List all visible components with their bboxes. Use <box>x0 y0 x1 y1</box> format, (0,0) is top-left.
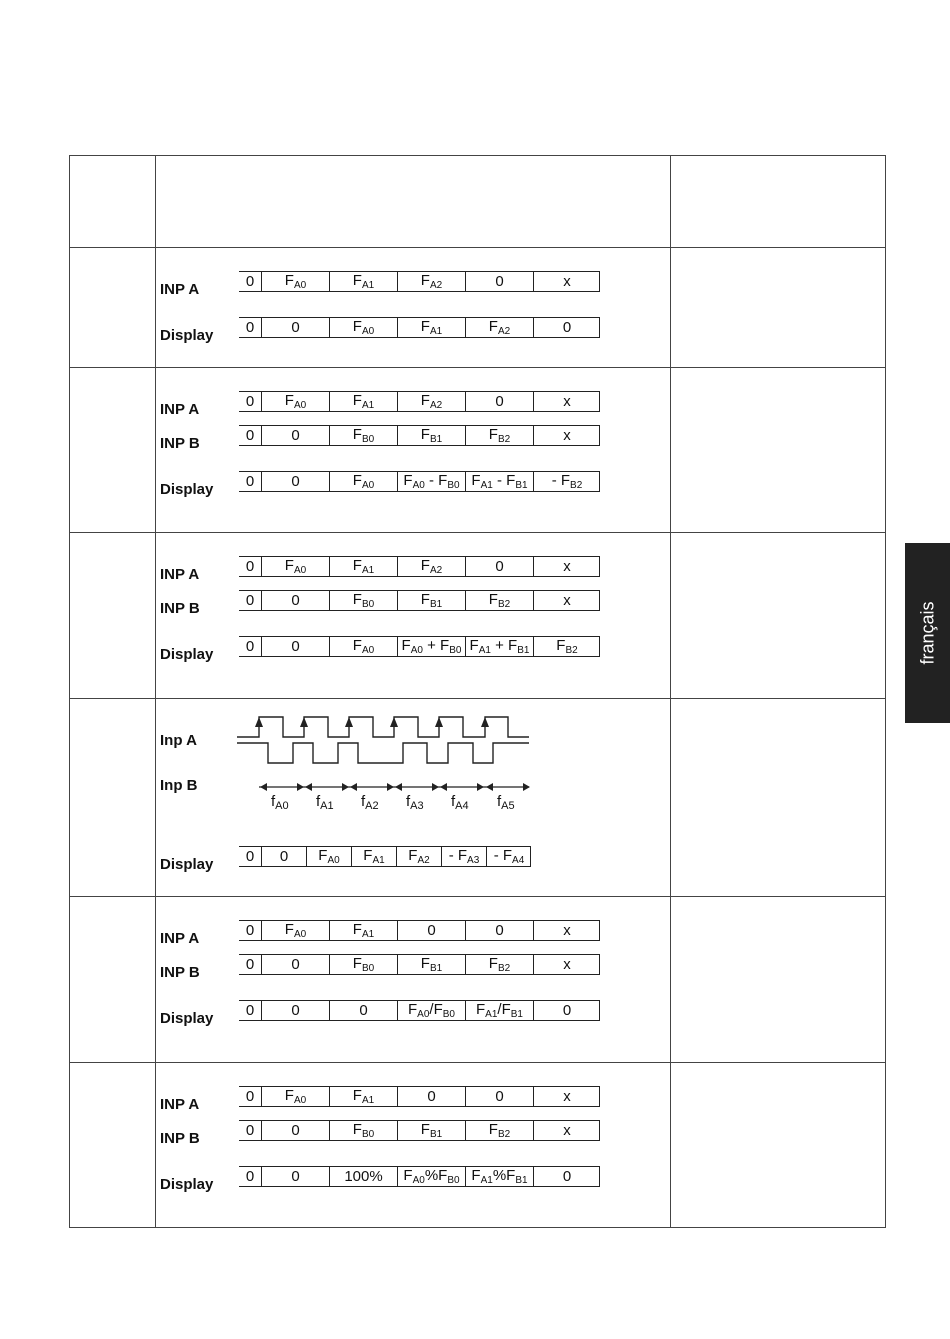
sequence-cell: x <box>533 1087 600 1106</box>
sequence-cell: x <box>533 921 600 940</box>
sequence-cell: $F_{A0}$ <box>261 557 329 576</box>
sequence-cell: x <box>533 955 600 974</box>
rising-edge-arrow-icon <box>255 717 263 727</box>
sequence-cell: - $F_{A3}$ <box>441 847 486 866</box>
sequence-cell: 0 <box>533 318 600 337</box>
sequence-cell: $F_{B1}$ <box>397 591 465 610</box>
sequence-cell: 0 <box>465 272 533 291</box>
sequence-cell: 0 <box>261 426 329 445</box>
sequence-cell: 0 <box>261 637 329 656</box>
sequence-cell: $F_{A1}$ <box>329 392 397 411</box>
sequence-cell: $F_{A0}$ <box>329 318 397 337</box>
sequence-cell: 0 <box>245 427 255 444</box>
sequence-cell: 0 <box>245 393 255 410</box>
sequence-cell: 0 <box>245 558 255 575</box>
rising-edge-arrow-icon <box>345 717 353 727</box>
sequence-cell: $F_{B2}$ <box>465 955 533 974</box>
sequence-cell: x <box>533 1121 600 1140</box>
sequence-cell: $F_{A1}\%F_{B1}$ <box>465 1167 533 1186</box>
sequence-cell: $F_{B2}$ <box>465 426 533 445</box>
sequence-cell: 0 <box>261 1167 329 1186</box>
sequence-cell: $F_{A1} - F_{B1}$ <box>465 472 533 491</box>
sequence-cell: $F_{A2}$ <box>465 318 533 337</box>
sequence-cell: $F_{A0}/F_{B0}$ <box>397 1001 465 1020</box>
sequence-cell: 0 <box>533 1001 600 1020</box>
sequence-cell: $F_{B1}$ <box>397 955 465 974</box>
sequence-cell: 0 <box>465 1087 533 1106</box>
sequence-cell: $F_{A0}$ <box>261 272 329 291</box>
sequence-cell: $F_{A0}$ <box>261 392 329 411</box>
sequence-cell: $F_{A0}$ <box>329 472 397 491</box>
sequence-cell: x <box>533 392 600 411</box>
signal-label-display: Display <box>160 481 214 498</box>
sequence-cell: x <box>533 591 600 610</box>
interval-start-arrow-icon <box>260 783 267 791</box>
signal-label-inp-a: Inp A <box>160 732 197 749</box>
value-sequence <box>239 1166 600 1187</box>
signal-label-inp-b: Inp B <box>160 777 198 794</box>
interval-start-arrow-icon <box>350 783 357 791</box>
value-sequence <box>239 920 600 941</box>
value-sequence <box>239 391 600 412</box>
value-sequence <box>239 1120 600 1141</box>
signal-label-inp-b: INP B <box>160 435 200 452</box>
sequence-cell: $F_{A2}$ <box>397 557 465 576</box>
sequence-cell: 0 <box>533 1167 600 1186</box>
sequence-cell: $F_{A1}$ <box>351 847 396 866</box>
sequence-cell: 0 <box>245 1002 255 1019</box>
sequence-cell: $F_{A0} + F_{B0}$ <box>397 637 465 656</box>
sequence-cell: x <box>533 557 600 576</box>
interval-end-arrow-icon <box>387 783 394 791</box>
value-sequence <box>239 1000 600 1021</box>
sequence-cell: 0 <box>245 1168 255 1185</box>
sequence-cell: $F_{A1}/F_{B1}$ <box>465 1001 533 1020</box>
rising-edge-arrow-icon <box>390 717 398 727</box>
sequence-cell: 0 <box>261 1001 329 1020</box>
interval-label: $f_{A4}$ <box>451 793 469 812</box>
sequence-cell: $F_{B2}$ <box>465 591 533 610</box>
signal-label-inp-b: INP B <box>160 964 200 981</box>
sequence-cell: $F_{A0} - F_{B0}$ <box>397 472 465 491</box>
sequence-cell: 0 <box>465 921 533 940</box>
signal-label-inp-b: INP B <box>160 600 200 617</box>
interval-end-arrow-icon <box>297 783 304 791</box>
sequence-cell: x <box>533 272 600 291</box>
value-sequence <box>239 556 600 577</box>
sequence-cell: 0 <box>465 392 533 411</box>
interval-start-arrow-icon <box>395 783 402 791</box>
sequence-cell: $F_{A0}$ <box>261 1087 329 1106</box>
sequence-cell: $F_{A2}$ <box>396 847 441 866</box>
sequence-cell: - $F_{B2}$ <box>533 472 600 491</box>
row-hold-display <box>69 247 886 367</box>
sequence-cell: 0 <box>261 318 329 337</box>
sequence-cell: 100% <box>329 1167 397 1186</box>
sequence-cell: $F_{A0}$ <box>261 921 329 940</box>
signal-label-display: Display <box>160 646 214 663</box>
interval-label: $f_{A0}$ <box>271 793 289 812</box>
sequence-cell: $F_{A2}$ <box>397 392 465 411</box>
sequence-cell: $F_{B0}$ <box>329 1121 397 1140</box>
sequence-cell: 0 <box>245 848 255 865</box>
sequence-cell: $F_{A1}$ <box>397 318 465 337</box>
row-sum <box>69 532 886 698</box>
sequence-cell: 0 <box>261 955 329 974</box>
sequence-cell: $F_{A0}\%F_{B0}$ <box>397 1167 465 1186</box>
sequence-cell: x <box>533 426 600 445</box>
interval-label: $f_{A2}$ <box>361 793 379 812</box>
sequence-cell: $F_{A0}$ <box>329 637 397 656</box>
signal-label-inp-a: INP A <box>160 930 200 947</box>
sequence-cell: 0 <box>397 921 465 940</box>
value-sequence <box>239 471 600 492</box>
sequence-cell: 0 <box>261 472 329 491</box>
interval-start-arrow-icon <box>305 783 312 791</box>
sequence-cell: 0 <box>261 591 329 610</box>
sequence-cell: 0 <box>261 847 306 866</box>
sequence-cell: 0 <box>245 592 255 609</box>
inp-b-waveform <box>237 743 529 763</box>
sequence-cell: $F_{A1}$ <box>329 272 397 291</box>
sequence-cell: $F_{B2}$ <box>465 1121 533 1140</box>
value-sequence <box>239 590 600 611</box>
signal-label-inp-a: INP A <box>160 566 200 583</box>
interval-label: $f_{A1}$ <box>316 793 334 812</box>
sequence-cell: $F_{B1}$ <box>397 426 465 445</box>
sequence-cell: 0 <box>245 319 255 336</box>
sequence-cell: 0 <box>245 638 255 655</box>
interval-end-arrow-icon <box>477 783 484 791</box>
signal-label-inp-a: INP A <box>160 281 200 298</box>
row-difference <box>69 367 886 532</box>
signal-label-display: Display <box>160 856 214 873</box>
value-sequence <box>239 846 531 867</box>
value-sequence <box>239 317 600 338</box>
interval-end-arrow-icon <box>523 783 530 791</box>
sequence-cell: 0 <box>245 1122 255 1139</box>
language-tab[interactable] <box>905 543 950 723</box>
signal-label-inp-a: INP A <box>160 401 200 418</box>
sequence-cell: $F_{A1}$ <box>329 1087 397 1106</box>
interval-start-arrow-icon <box>486 783 493 791</box>
interval-start-arrow-icon <box>440 783 447 791</box>
rising-edge-arrow-icon <box>300 717 308 727</box>
interval-end-arrow-icon <box>342 783 349 791</box>
timing-diagram <box>237 713 537 833</box>
sequence-cell: 0 <box>397 1087 465 1106</box>
row-direction <box>69 698 886 896</box>
sequence-cell: 0 <box>465 557 533 576</box>
sequence-cell: 0 <box>261 1121 329 1140</box>
sequence-cell: 0 <box>245 273 255 290</box>
signal-label-display: Display <box>160 1176 214 1193</box>
value-sequence <box>239 954 600 975</box>
interval-label: $f_{A5}$ <box>497 793 515 812</box>
value-sequence <box>239 636 600 657</box>
row-ratio <box>69 896 886 1062</box>
value-sequence <box>239 1086 600 1107</box>
interval-label: $f_{A3}$ <box>406 793 424 812</box>
signal-label-display: Display <box>160 1010 214 1027</box>
signal-label-inp-a: INP A <box>160 1096 200 1113</box>
rising-edge-arrow-icon <box>481 717 489 727</box>
language-tab-label: français <box>917 601 937 665</box>
function-table <box>69 155 886 1228</box>
row-percent <box>69 1062 886 1227</box>
sequence-cell: $F_{B2}$ <box>533 637 600 656</box>
value-sequence <box>239 425 600 446</box>
sequence-cell: $F_{A0}$ <box>306 847 351 866</box>
signal-label-display: Display <box>160 327 214 344</box>
sequence-cell: 0 <box>245 956 255 973</box>
sequence-cell: $F_{A1} + F_{B1}$ <box>465 637 533 656</box>
value-sequence <box>239 271 600 292</box>
interval-end-arrow-icon <box>432 783 439 791</box>
sequence-cell: 0 <box>329 1001 397 1020</box>
sequence-cell: 0 <box>245 1088 255 1105</box>
sequence-cell: $F_{B1}$ <box>397 1121 465 1140</box>
sequence-cell: $F_{A1}$ <box>329 921 397 940</box>
sequence-cell: $F_{B0}$ <box>329 426 397 445</box>
sequence-cell: $F_{B0}$ <box>329 591 397 610</box>
sequence-cell: 0 <box>245 473 255 490</box>
sequence-cell: 0 <box>245 922 255 939</box>
sequence-cell: $F_{A1}$ <box>329 557 397 576</box>
sequence-cell: - $F_{A4}$ <box>486 847 531 866</box>
sequence-cell: $F_{A2}$ <box>397 272 465 291</box>
signal-label-inp-b: INP B <box>160 1130 200 1147</box>
sequence-cell: $F_{B0}$ <box>329 955 397 974</box>
rising-edge-arrow-icon <box>435 717 443 727</box>
